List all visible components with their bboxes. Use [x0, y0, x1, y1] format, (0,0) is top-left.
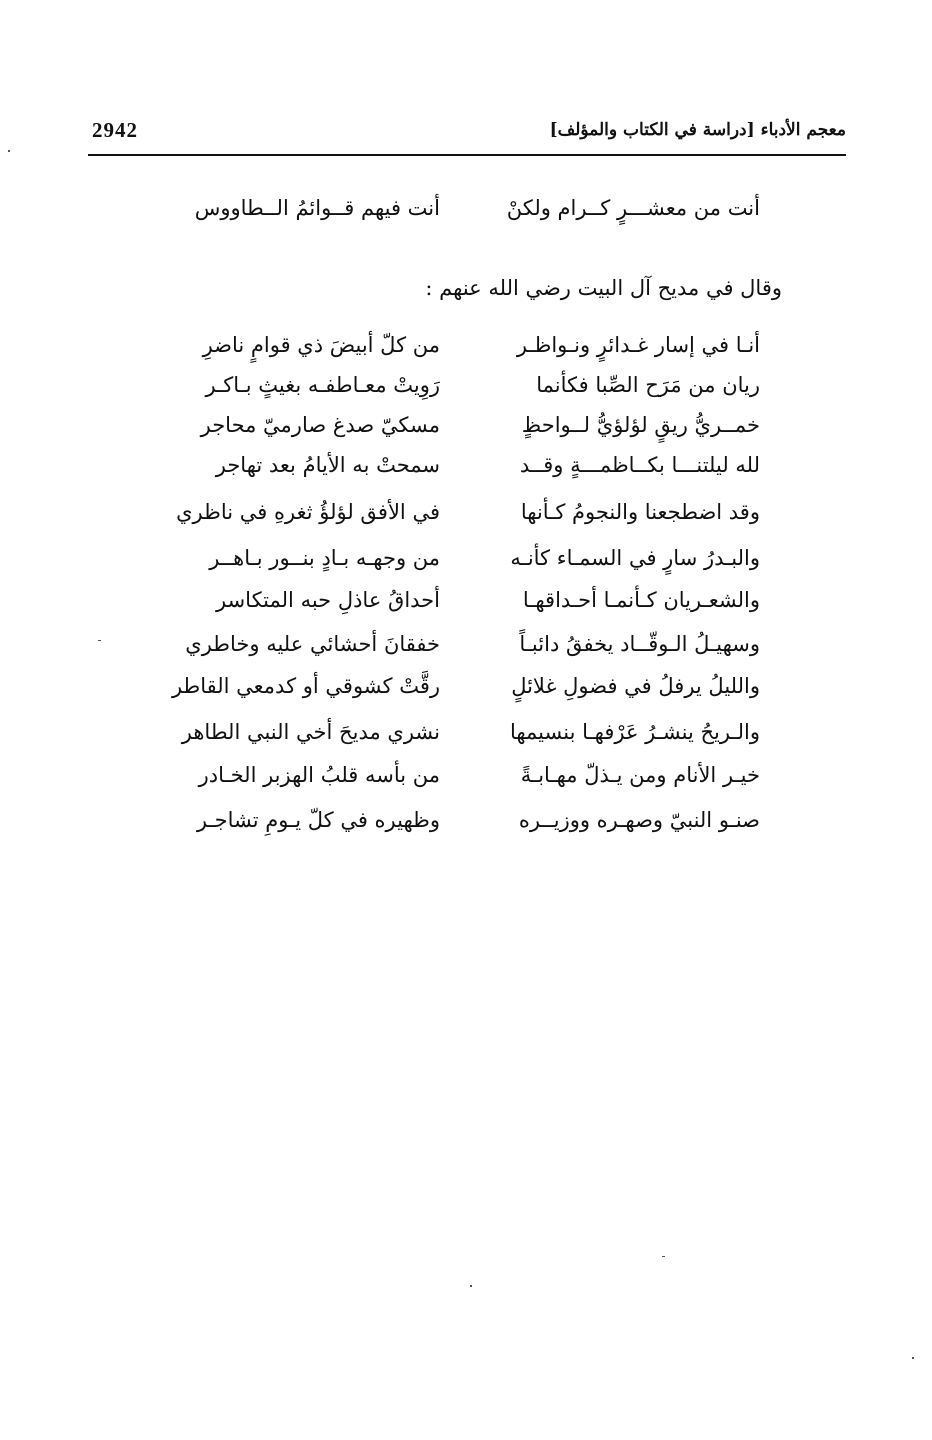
verse-first-hemistich: أنـا في إسار غـدائرٍ ونـواظـر — [516, 333, 760, 357]
poem-verse — [150, 666, 760, 706]
scan-speck — [98, 640, 101, 641]
verse-second-hemistich: من بأسه قلبُ الهزبر الخـادر — [198, 763, 440, 787]
poem-verse — [150, 365, 760, 405]
verse-first-hemistich: لله ليلتنـــا بكــاظمـــةٍ وقــد — [519, 453, 760, 477]
poem-verse — [150, 580, 760, 620]
scan-speck — [662, 1256, 665, 1257]
verse-first-hemistich: وسهيـلُ الـوقّــاد يخفقُ دائبـاً — [519, 632, 760, 656]
verse-second-hemistich: في الأفق لؤلؤُ ثغرهِ في ناظري — [176, 500, 440, 524]
header-rule — [88, 154, 846, 156]
verse-first-hemistich: خمــريُّ ريقٍ لؤلؤيُّ لــواحظٍ — [521, 413, 760, 437]
poem-verse — [150, 405, 760, 445]
verse-second-hemistich: رَوِيتْ معـاطفـه بغيثٍ بـاكـر — [205, 373, 440, 397]
page-number: 2942 — [92, 118, 138, 142]
verse-second-hemistich: من وجهـه بـادٍ بنــور بـاهــر — [209, 546, 440, 570]
verse-first-hemistich: خيـر الأنام ومن يـذلّ مهـابـةً — [520, 763, 760, 787]
opening-verse — [150, 188, 760, 228]
poem-verse — [150, 624, 760, 664]
verse-first-hemistich: والليلُ يرفلُ في فضولِ غلائلٍ — [511, 674, 760, 698]
verse-first-hemistich: ريان من مَرَح الصِّبا فكأنما — [536, 373, 760, 397]
verse-second-hemistich: من كلّ أبيضَ ذي قوامٍ ناضرِ — [202, 333, 440, 357]
poem-verse — [150, 538, 760, 578]
scan-speck — [470, 1285, 472, 1287]
verse-first-hemistich: وقد اضطجعنا والنجومُ كـأنها — [520, 500, 760, 524]
verse-second-hemistich: وظهيره في كلّ يـومِ تشاجـر — [196, 808, 440, 832]
verse-first-hemistich: والـريحُ ينشـرُ عَرْفهـا بنسيمها — [509, 720, 760, 744]
poem-verse — [150, 800, 760, 840]
verse-first-hemistich: والبـدرُ سارٍ في السمـاء كأنـه — [510, 546, 760, 570]
verse-second-hemistich: أحداقُ عاذلِ حبه المتكاسر — [216, 588, 440, 612]
verse-first-hemistich: أنت من معشـــرٍ كــرام ولكنْ — [506, 196, 760, 220]
verse-second-hemistich: أنت فيهم قــوائمُ الــطاووس — [194, 196, 440, 220]
poem-verse — [150, 755, 760, 795]
verse-second-hemistich: رقَّتْ كشوقي أو كدمعي القاطر — [171, 674, 440, 698]
verse-second-hemistich: سمحتْ به الأيامُ بعد تهاجر — [215, 453, 440, 477]
scan-speck — [912, 1357, 914, 1359]
verse-first-hemistich: صنـو النبيّ وصهـره ووزيــره — [518, 808, 760, 832]
poem-verse — [150, 445, 760, 485]
verse-second-hemistich: خفقانَ أحشائي عليه وخاطري — [185, 632, 440, 656]
verse-second-hemistich: نشري مديحَ أخي النبي الطاهر — [181, 720, 440, 744]
verse-second-hemistich: مسكيّ صدغ صارميّ محاجر — [200, 413, 440, 437]
poem-verse — [150, 712, 760, 752]
verse-first-hemistich: والشعـريان كـأنمـا أحـداقهـا — [522, 588, 760, 612]
poem-verse — [150, 492, 760, 532]
poem-intro-line: وقال في مديح آل البيت رضي الله عنهم : — [425, 276, 782, 300]
scan-speck — [8, 150, 10, 152]
poem-verse — [150, 325, 760, 365]
running-header-title: معجم الأدباء [دراسة في الكتاب والمؤلف] — [549, 120, 846, 140]
